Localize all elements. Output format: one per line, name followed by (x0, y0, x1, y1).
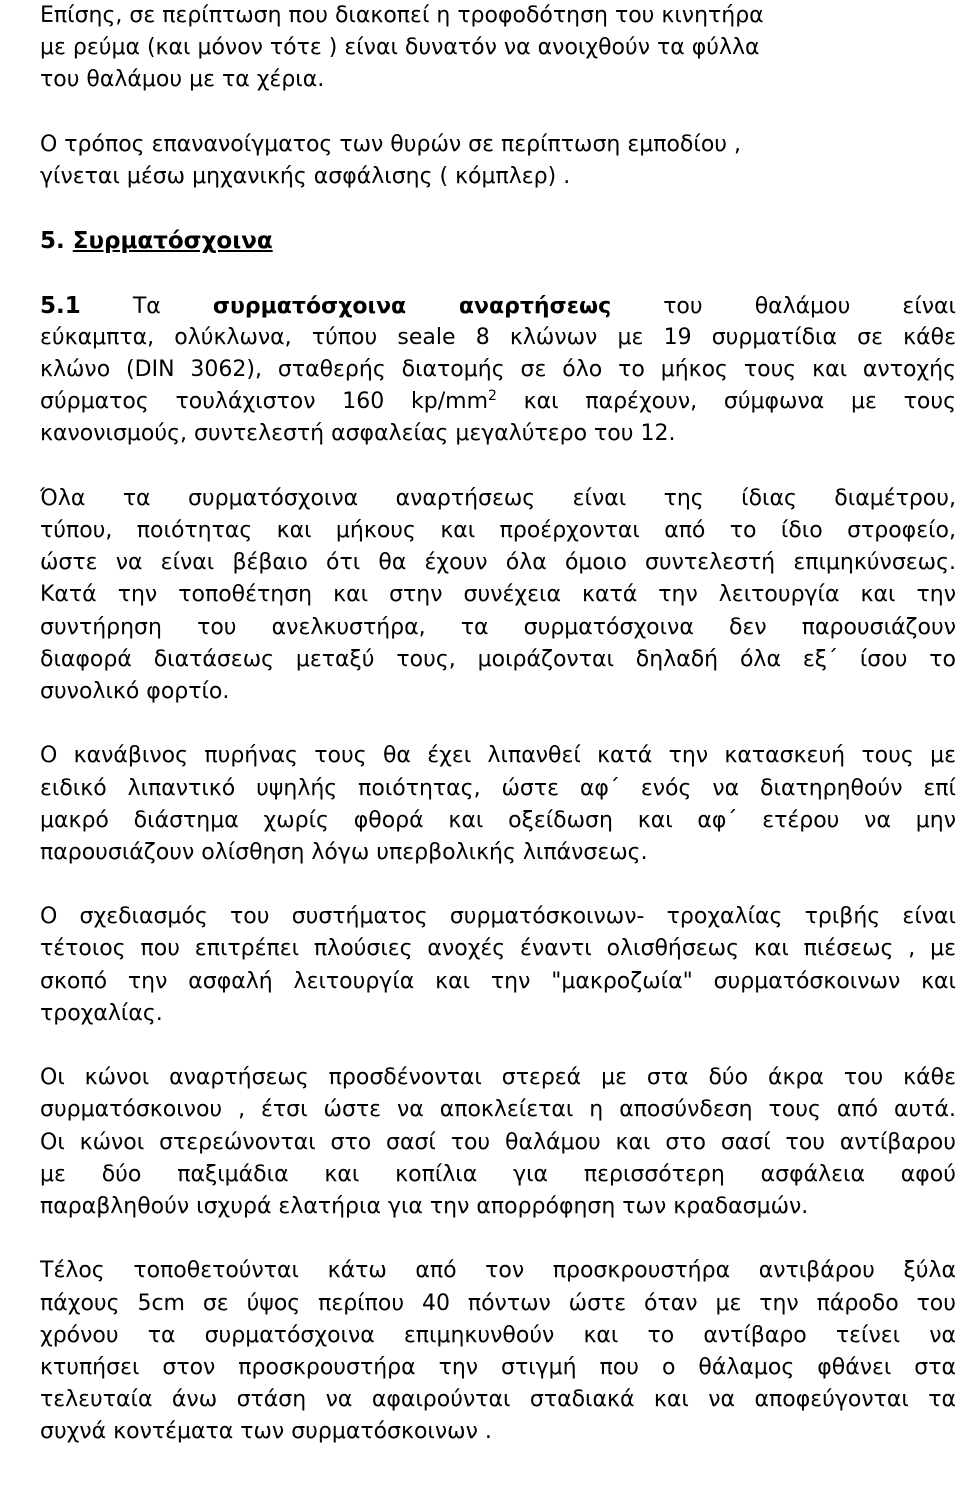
paragraph-line: κανονισμούς, συντελεστή ασφαλείας μεγαλύτερο του 12. (40, 421, 676, 447)
paragraph-line: συνολικό φορτίο. (40, 678, 230, 704)
paragraph-line: Τέλος τοποθετούνται κάτω από τον προσκρουστήρα αντιβάρου ξύλα (40, 1258, 956, 1284)
section-title: Συρματόσχοινα (72, 228, 273, 255)
paragraph-line: ειδικό λιπαντικό υψηλής ποιότητας, ώστε αφ΄ ενός να διατηρηθούν επί (40, 775, 956, 801)
paragraph-line: τελευταία άνω στάση να αφαιρούνται σταδιακά και να αποφεύγονται τα (40, 1387, 956, 1413)
intro-line: Ο τρόπος επανανοίγματος των θυρών σε περίπτωση εμποδίου , (40, 131, 741, 157)
paragraph-line: τέτοιος που επιτρέπει πλούσιες ανοχές έναντι ολισθήσεως και πιέσεως , με (40, 936, 956, 962)
paragraph-line: παραβληθούν ισχυρά ελατήρια για την απορρόφηση των κραδασμών. (40, 1193, 809, 1219)
paragraph-line: συχνά κοντέματα των συρματόσκοινων . (40, 1419, 492, 1445)
bold-term: συρματόσχοινα αναρτήσεως (212, 293, 612, 319)
section-heading (40, 225, 956, 257)
paragraph-line: πάχους 5cm σε ύψος περίπου 40 πόντων ώστε όταν με την πάροδο του (40, 1290, 956, 1316)
paragraph-line: Ο κανάβινος πυρήνας τους θα έχει λιπανθεί κατά την κατασκευή τους με (40, 743, 956, 769)
paragraph-line: σύρματος τουλάχιστον 160 $kp/mm^2$ και παρέχουν, σύμφωνα με τους (40, 388, 956, 415)
paragraph-line: συρματόσκοινου , έτσι ώστε να αποκλείεται η αποσύνδεση τους από αυτά. (40, 1097, 956, 1123)
paragraph-line: Ο σχεδιασμός του συστήματος συρματόσκοινων- τροχαλίας τριβής είναι (40, 904, 956, 930)
paragraph-line: Κατά την τοποθέτηση και στην συνέχεια κατά την λειτουργία και την (40, 582, 956, 608)
paragraph-line: κτυπήσει στον προσκρουστήρα την στιγμή που ο θάλαμος φθάνει στα (40, 1354, 956, 1380)
paragraph-line: με δύο παξιμάδια και κοπίλια για περισσότερη ασφάλεια αφού (40, 1161, 956, 1187)
paragraph-line: Όλα τα συρματόσχοινα αναρτήσεως είναι της ίδιας διαμέτρου, (40, 485, 956, 511)
intro-line: Επίσης, σε περίπτωση που διακοπεί η τροφοδότηση του κινητήρα (40, 3, 764, 28)
intro-line: γίνεται μέσω μηχανικής ασφάλισης ( κόμπλερ) . (40, 163, 571, 189)
paragraph-line: τύπου, ποιότητας και μήκους και προέρχονται από το ίδιο στροφείο, (40, 518, 956, 543)
paragraph-line: συντήρηση του ανελκυστήρα, τα συρματόσχοινα δεν παρουσιάζουν (40, 614, 956, 640)
paragraph-line: διαφορά διατάσεως μεταξύ τους, μοιράζονται δηλαδή όλα εξ΄ ίσου το (40, 646, 956, 672)
paragraph-line: μακρό διάστημα χωρίς φθορά και οξείδωση και αφ΄ ετέρου να μην (40, 807, 956, 833)
paragraph-line: κλώνο (DIN 3062), σταθερής διατομής σε όλο το μήκος τους και αντοχής (40, 357, 956, 383)
paragraph-line: παρουσιάζουν ολίσθηση λόγω υπερβολικής λιπάνσεως. (40, 839, 648, 865)
paragraph-line: ώστε να είναι βέβαιο ότι θα έχουν όλα όμοιο συντελεστή επιμηκύνσεως. (40, 550, 956, 576)
section-number: 5. (40, 228, 65, 255)
document-page (40, 0, 956, 1448)
paragraph-line: σκοπό την ασφαλή λειτουργία και την "μακροζωία" συρματόσκοινων και (40, 968, 956, 994)
paragraph-line: 5.1 Τα συρματόσχοινα αναρτήσεως του θαλάμου είναι (40, 292, 957, 319)
paragraph-line: τροχαλίας. (40, 1000, 163, 1026)
paragraph-line: Οι κώνοι αναρτήσεως προσδένονται στερεά με στα δύο άκρα του κάθε (40, 1065, 956, 1091)
paragraph-line: Οι κώνοι στερεώνονται στο σασί του θαλάμου και στο σασί του αντίβαρου (40, 1129, 956, 1155)
paragraph-line: χρόνου τα συρματόσχοινα επιμηκυνθούν και το αντίβαρο τείνει να (40, 1322, 956, 1348)
superscript: 2 (488, 388, 497, 405)
intro-line: του θαλάμου με τα χέρια. (40, 67, 325, 93)
paragraph-line: εύκαμπτα, ολύκλωνα, τύπου seale 8 κλώνων με 19 συρματίδια σε κάθε (40, 324, 956, 350)
intro-line: με ρεύμα (και μόνον τότε ) είναι δυνατόν να ανοιχθούν τα φύλλα (40, 35, 760, 61)
subsection-number: 5.1 (40, 292, 81, 319)
